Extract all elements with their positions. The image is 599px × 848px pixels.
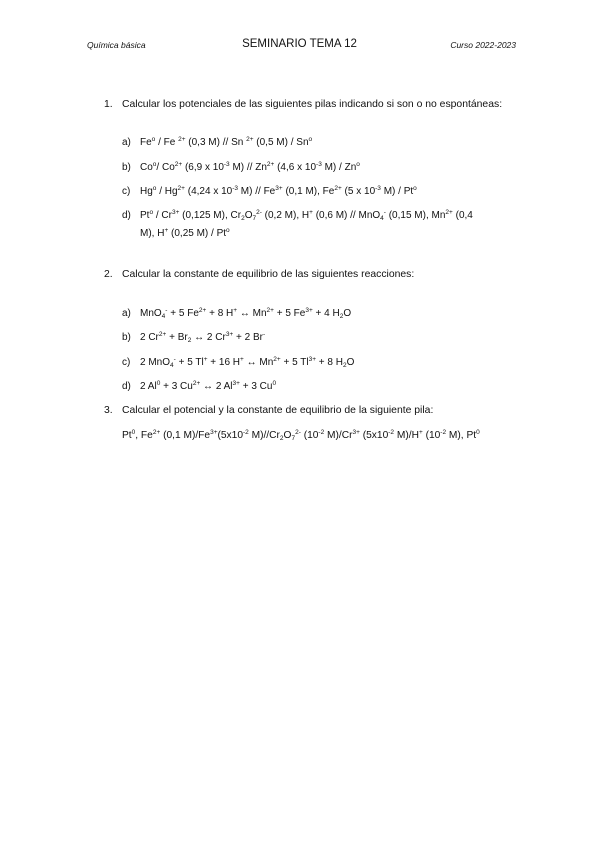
q1-item-b-label: b) xyxy=(122,162,131,173)
q1-item-b-formula xyxy=(140,159,360,176)
question-3-number: 3. xyxy=(104,405,113,416)
formula-text: (0,15 M), Mn xyxy=(385,210,446,221)
formula-superscript: o xyxy=(413,185,417,192)
formula-text: O xyxy=(346,357,355,368)
formula-superscript: 2+ xyxy=(192,380,201,387)
q1-item-c-formula xyxy=(140,183,417,200)
formula-text: + 16 H xyxy=(207,357,241,368)
formula-superscript: -2 xyxy=(388,429,395,436)
q2-item-a-reaction xyxy=(140,305,351,322)
formula-superscript: o xyxy=(151,136,156,143)
question-3-text: Calcular el potencial y la constante de equilibrio de la siguiente pila: xyxy=(122,405,434,416)
formula-superscript: 2- xyxy=(295,429,301,436)
formula-text: ↔ 2 Al xyxy=(200,381,233,392)
formula-text: (0,5 M) / Sn xyxy=(253,137,309,148)
q1-item-d-formula xyxy=(140,207,476,243)
formula-superscript: 0 xyxy=(272,380,277,387)
formula-text: / Fe xyxy=(155,137,179,148)
formula-subscript: 2 xyxy=(241,215,245,222)
formula-superscript: 0 xyxy=(476,429,480,436)
formula-superscript: 2+ xyxy=(334,185,342,192)
formula-text: (0,6 M) // MnO xyxy=(312,210,381,221)
formula-superscript: 3+ xyxy=(305,307,313,314)
formula-superscript: 2+ xyxy=(273,356,281,363)
page-title: SEMINARIO TEMA 12 xyxy=(242,38,357,50)
formula-superscript: -2 xyxy=(440,429,447,436)
q2-item-b-label: b) xyxy=(122,332,131,343)
formula-superscript: 0 xyxy=(156,380,161,387)
formula-superscript: o xyxy=(149,209,154,216)
formula-superscript: 3+ xyxy=(308,356,317,363)
formula-superscript: o xyxy=(152,185,157,192)
formula-text: M) / Zn xyxy=(321,162,357,173)
formula-superscript: 2+ xyxy=(246,136,254,143)
formula-subscript: 2 xyxy=(342,362,347,369)
formula-text: / Hg xyxy=(156,186,178,197)
formula-subscript: 7 xyxy=(252,215,257,222)
q1-item-a-label: a) xyxy=(122,137,131,148)
formula-text: + 5 Fe xyxy=(273,308,306,319)
formula-text: (0,25 M) / Pt xyxy=(168,228,227,239)
formula-text: / Cr xyxy=(153,210,172,221)
formula-superscript: - xyxy=(383,209,386,216)
formula-superscript: 2+ xyxy=(266,307,274,314)
formula-text: Co xyxy=(140,162,153,173)
formula-text: M)/Cr xyxy=(324,430,353,441)
formula-superscript: - xyxy=(165,307,168,314)
formula-superscript: - xyxy=(173,356,176,363)
formula-text: + 5 Tl xyxy=(280,357,309,368)
formula-superscript: 2+ xyxy=(266,161,275,168)
formula-text: (0,1 M), Fe xyxy=(282,186,335,197)
formula-text: M) // Zn xyxy=(229,162,267,173)
formula-text: M) // Fe xyxy=(238,186,276,197)
formula-text: + 2 Br xyxy=(233,332,263,343)
formula-text: (6,9 x 10 xyxy=(182,162,224,173)
formula-text: M), Pt xyxy=(446,430,477,441)
formula-superscript: -2 xyxy=(242,429,249,436)
question-2-number: 2. xyxy=(104,269,113,280)
formula-superscript: 3+ xyxy=(275,185,283,192)
formula-subscript: 2 xyxy=(339,313,344,320)
header-course-name: Química básica xyxy=(87,40,146,50)
q2-item-c-label: c) xyxy=(122,357,131,368)
question-1-text: Calcular los potenciales de las siguientes pilas indicando si son o no espontáneas: xyxy=(122,99,503,110)
formula-superscript: 3+ xyxy=(352,429,360,436)
formula-superscript: -3 xyxy=(223,161,230,168)
formula-subscript: 2 xyxy=(187,337,192,344)
question-1-number: 1. xyxy=(104,99,113,110)
formula-text: + 3 Cu xyxy=(160,381,193,392)
q1-item-d-label: d) xyxy=(122,210,131,221)
formula-superscript: 3+ xyxy=(225,331,234,338)
formula-superscript: 2- xyxy=(256,209,262,216)
formula-text: , Fe xyxy=(135,430,153,441)
q1-item-a-formula xyxy=(140,134,312,151)
q2-item-a-label: a) xyxy=(122,308,131,319)
formula-superscript: -3 xyxy=(375,185,381,192)
formula-text: + 5 Tl xyxy=(175,357,204,368)
formula-superscript: 2+ xyxy=(174,161,183,168)
formula-superscript: 2+ xyxy=(152,429,161,436)
formula-superscript: + xyxy=(240,356,244,363)
formula-text: Fe xyxy=(140,137,152,148)
formula-superscript: + xyxy=(203,356,208,363)
formula-text: ↔ Mn xyxy=(237,308,267,319)
formula-superscript: 2+ xyxy=(158,331,167,338)
formula-text: (5x10 xyxy=(217,430,243,441)
formula-superscript: -3 xyxy=(316,161,322,168)
formula-text: ↔ 2 Cr xyxy=(191,332,226,343)
formula-text: Hg xyxy=(140,186,153,197)
formula-subscript: 4 xyxy=(161,313,166,320)
formula-text: / Co xyxy=(156,162,175,173)
q2-item-d-label: d) xyxy=(122,381,131,392)
formula-superscript: o xyxy=(226,227,230,234)
formula-superscript: 2+ xyxy=(178,136,186,143)
formula-superscript: -2 xyxy=(318,429,325,436)
formula-subscript: 4 xyxy=(380,215,384,222)
formula-superscript: -3 xyxy=(232,185,239,192)
formula-subscript: 7 xyxy=(291,435,296,442)
formula-text: O xyxy=(283,430,292,441)
formula-text: Pt xyxy=(140,210,150,221)
formula-superscript: o xyxy=(356,161,360,168)
header-course-year: Curso 2022-2023 xyxy=(450,40,516,50)
formula-text: + 5 Fe xyxy=(167,308,199,319)
formula-text: (0,1 M)/Fe xyxy=(160,430,211,441)
formula-text: (4,24 x 10 xyxy=(184,186,233,197)
formula-text: MnO xyxy=(140,308,162,319)
formula-text: 2 Cr xyxy=(140,332,159,343)
formula-superscript: 0 xyxy=(131,429,136,436)
formula-superscript: + xyxy=(164,227,169,234)
formula-text: 2 Al xyxy=(140,381,157,392)
formula-text: + 4 H xyxy=(312,308,340,319)
formula-text: + 3 Cu xyxy=(239,381,273,392)
formula-text: (5 x 10 xyxy=(341,186,376,197)
formula-text: + 8 H xyxy=(316,357,343,368)
q2-item-c-reaction xyxy=(140,354,354,371)
formula-text: ↔ Mn xyxy=(243,357,274,368)
formula-text: (0,125 M), Cr xyxy=(179,210,242,221)
formula-text: 2 MnO xyxy=(140,357,171,368)
formula-subscript: 4 xyxy=(170,362,174,369)
formula-text: Pt xyxy=(122,430,132,441)
q3-cell-notation xyxy=(122,430,480,441)
formula-superscript: 2+ xyxy=(177,185,185,192)
formula-text: (4,6 x 10 xyxy=(274,162,317,173)
formula-text: (5x10 xyxy=(359,430,389,441)
formula-text: M)/H xyxy=(394,430,419,441)
q2-item-d-reaction xyxy=(140,378,276,395)
formula-superscript: - xyxy=(262,331,266,338)
formula-text: (10 xyxy=(300,430,319,441)
formula-text: + 8 H xyxy=(206,308,234,319)
formula-superscript: + xyxy=(233,307,238,314)
formula-superscript: 2+ xyxy=(198,307,207,314)
formula-text: M) / Pt xyxy=(380,186,414,197)
formula-superscript: + xyxy=(309,209,313,216)
formula-text: O xyxy=(343,308,352,319)
formula-text: (0,2 M), H xyxy=(261,210,310,221)
formula-text: (0,3 M) // Sn xyxy=(185,137,247,148)
formula-text: O xyxy=(244,210,253,221)
formula-text: M)//Cr xyxy=(248,430,280,441)
formula-superscript: 3+ xyxy=(210,429,218,436)
formula-text: (10 xyxy=(422,430,441,441)
formula-superscript: o xyxy=(152,161,157,168)
q2-item-b-reaction xyxy=(140,329,265,346)
formula-superscript: + xyxy=(418,429,423,436)
formula-text: (0,4 M), H xyxy=(140,210,473,239)
formula-superscript: 3+ xyxy=(171,209,180,216)
question-2-text: Calcular la constante de equilibrio de las siguientes reacciones: xyxy=(122,269,415,280)
formula-superscript: 2+ xyxy=(445,209,453,216)
formula-text: + Br xyxy=(166,332,188,343)
q1-item-c-label: c) xyxy=(122,186,131,197)
formula-superscript: o xyxy=(308,136,313,143)
formula-superscript: 3+ xyxy=(232,380,240,387)
formula-subscript: 2 xyxy=(279,435,284,442)
